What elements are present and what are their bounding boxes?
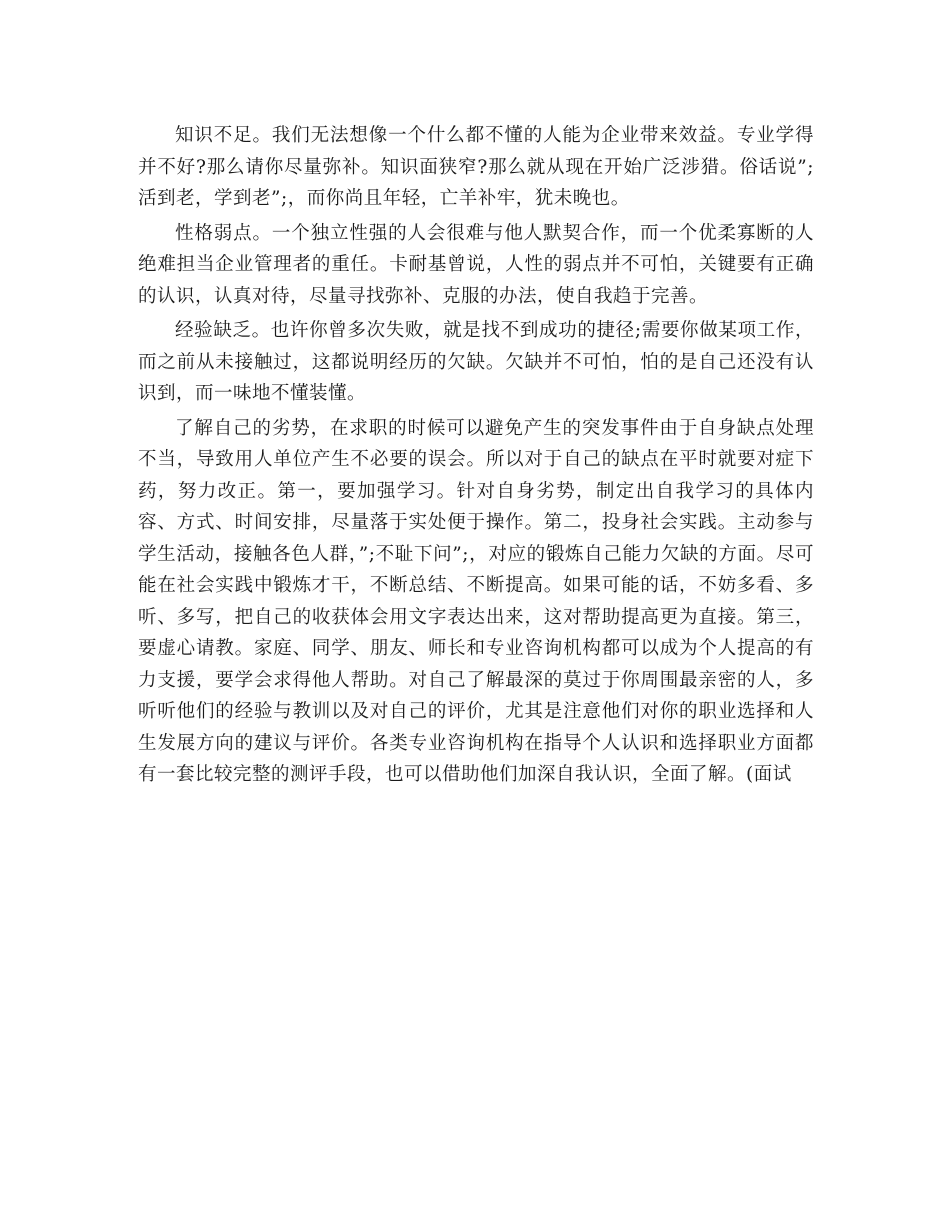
paragraph-understanding-weaknesses: 了解自己的劣势，在求职的时候可以避免产生的突发事件由于自身缺点处理不当，导致用人单位产生不必要的误会。所以对于自己的缺点在平时就要对症下药，努力改正。第一，要加强学习。针对自身劣势，制定出自我学习的具体内容、方式、时间安排，尽量落于实处便于操作。第二，投身社会实践。主动参与学生活动，接触各色人群，”;不耻下问”;，对应的锻炼自己能力欠缺的方面。尽可能在社会实践中锻炼才干，不断总结、不断提高。如果可能的话，不妨多看、多听、多写，把自己的收获体会用文字表达出来，这对帮助提高更为直接。第三，要虚心请教。家庭、同学、朋友、师长和专业咨询机构都可以成为个人提高的有力支援，要学会求得他人帮助。对自己了解最深的莫过于你周围最亲密的人，多听听他们的经验与教训以及对自己的评价，尤其是注意他们对你的职业选择和人生发展方向的建议与评价。各类专业咨询机构在指导个人认识和选择职业方面都有一套比较完整的测评手段，也可以借助他们加深自我认识，全面了解。(面试	[138, 417, 814, 785]
paragraph-knowledge-shortage: 知识不足。我们无法想像一个什么都不懂的人能为企业带来效益。专业学得并不好?那么请你尽量弥补。知识面狭窄?那么就从现在开始广泛涉猎。俗话说”;活到老，学到老”;，而你尚且年轻，亡羊补牢，犹未晚也。	[138, 125, 814, 209]
paragraph-personality-weakness: 性格弱点。一个独立性强的人会很难与他人默契合作，而一个优柔寡断的人绝难担当企业管理者的重任。卡耐基曾说，人性的弱点并不可怕，关键要有正确的认识，认真对待，尽量寻找弥补、克服的办法，使自我趋于完善。	[138, 222, 814, 307]
document-body	[138, 120, 814, 794]
paragraph-lack-of-experience: 经验缺乏。也许你曾多次失败，就是找不到成功的捷径;需要你做某项工作，而之前从未接触过，这都说明经历的欠缺。欠缺并不可怕，怕的是自己还没有认识到，而一味地不懂装懂。	[138, 320, 814, 404]
